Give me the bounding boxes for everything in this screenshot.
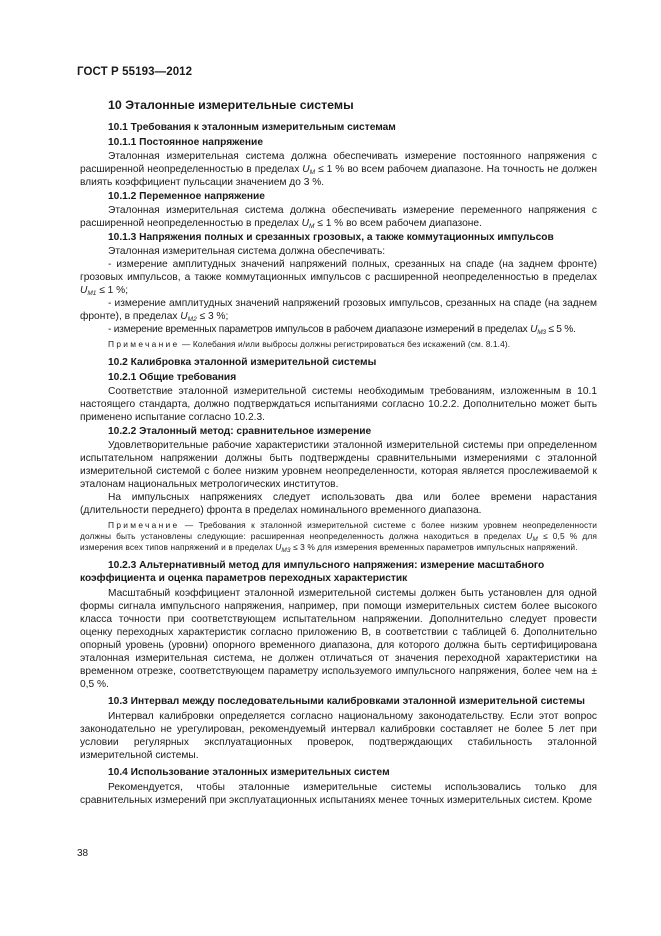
section-10-title: 10 Эталонные измерительные системы: [108, 98, 354, 112]
section-10-1-2-title: 10.1.2 Переменное напряжение: [108, 191, 265, 202]
list-item: - измерение амплитудных значений напряжений полных, срезанных на спаде (на заднем фронте) грозовых импульсов, а также коммутационных импульсов с расширенной неопределенностью в пределах $U_{M1} \le 1$ %;: [80, 259, 597, 297]
section-10-2-title: 10.2 Калибровка эталонной измерительной системы: [108, 357, 377, 368]
section-10-3-title: 10.3 Интервал между последовательными калибровками эталонной измерительной системы: [108, 696, 585, 707]
paragraph-10-4: Рекомендуется, чтобы эталонные измерительные системы использовались только для сравнительных измерений при эксплуатационных испытаниях менее точных измерительных систем. Кроме: [80, 782, 597, 806]
standard-header: ГОСТ Р 55193—2012: [77, 66, 193, 78]
paragraph-10-3: Интервал калибровки определяется согласно национальному законодательству. Если этот вопрос законодательно не урегулирован, рекомендуемый интервал калибровки составляет не более 5 лет при условии регулярных эксплуатационных проверок, подтверждающих стабильность эталонной измерительной системы.: [80, 711, 597, 761]
list-item: - измерение временных параметров импульсов в рабочем диапазоне измерений в пределах $U_{M3} \le 5$ %.: [108, 324, 576, 336]
section-10-2-2-title: 10.2.2 Эталонный метод: сравнительное измерение: [108, 426, 372, 437]
page-content: [80, 97, 597, 807]
paragraph-10-2-2-b: На импульсных напряжениях следует использовать два или более времени нарастания (длительности переднего) фронта в пределах номинального временного диапазона.: [80, 492, 597, 516]
note-10-1: Примечание — Колебания и/или выбросы должны регистрироваться без искажений (см. 8.1.4).: [108, 339, 511, 349]
section-10-4-title: 10.4 Использование эталонных измерительных систем: [108, 767, 390, 778]
list-item: - измерение амплитудных значений напряжений грозовых импульсов, срезанных на спаде (на заднем фронте), в пределах $U_{M2} \le 3$ %;: [80, 298, 597, 323]
page-number: 38: [77, 848, 89, 859]
paragraph-10-2-2-a: Удовлетворительные рабочие характеристики эталонной измерительной системы при определенном испытательном напряжении должны быть подтверждены сравнительными измерениями с эталонной измерительной системой с более низким уровнем неопределенности, которая является прослеживаемой к эталонам национальных метрологических институтов.: [80, 440, 597, 490]
paragraph-10-1-3-intro: Эталонная измерительная система должна обеспечивать:: [108, 246, 386, 257]
paragraph-10-1-1: Эталонная измерительная система должна обеспечивать измерение постоянного напряжения с расширенной неопределенностью в пределах $U_M \le 1$ % во всем рабочем диапазоне. На точность не должен влиять коэффициент пульсации значением до 3 %.: [80, 151, 598, 188]
note-10-2-2: Примечание — Требования к эталонной измерительной системе с более низким уровнем неопределенности должны быть установлены следующие: расширенная неопределенность должна находиться в пределах $U_M \le 0,5$ % для измерения всех типов напряжений и в пределах $U_{M3} \le 3$ % для измерения временных параметров импульсных напряжений.: [80, 520, 597, 554]
section-10-1-title: 10.1 Требования к эталонным измерительным системам: [108, 122, 396, 133]
section-10-2-1-title: 10.2.1 Общие требования: [108, 372, 237, 383]
section-10-1-3-title: 10.1.3 Напряжения полных и срезанных грозовых, а также коммутационных импульсов: [108, 232, 554, 243]
section-10-2-3-title: 10.2.3 Альтернативный метод для импульсного напряжения: измерение масштабного коэффициента и оценка параметров переходных характеристик: [80, 560, 545, 584]
section-10-1-1-title: 10.1.1 Постоянное напряжение: [108, 137, 263, 148]
paragraph-10-2-1: Соответствие эталонной измерительной системы необходимым требованиям, изложенным в 10.1 настоящего стандарта, должно подтверждаться испытаниями согласно 10.2.2. Дополнительно может быть применено испытание согласно 10.2.3.: [80, 386, 597, 423]
paragraph-10-1-2: Эталонная измерительная система должна обеспечивать измерение переменного напряжения с расширенной неопределенностью в пределах $U_M \le 1$ % во всем рабочем диапазоне.: [80, 205, 597, 230]
paragraph-10-2-3: Масштабный коэффициент эталонной измерительной системы должен быть установлен для одной формы сигнала импульсного напряжения, например, при помощи измерительных систем более высокого класса точности при соответствующем испытательном напряжении. Дополнительно следует провести оценку переходных характеристик согласно приложению В, в соответствии с таблицей 6. Дополнительно опорный уровень (уровни) опорного временного диапазона, для которого должна быть сертифицирована эталонная измерительная система, не должен отличаться от значения переходной характеристики на временном отрезке, соответствующем параметру используемого импульсного напряжения, более чем на ± 0,5 %.: [80, 588, 597, 690]
